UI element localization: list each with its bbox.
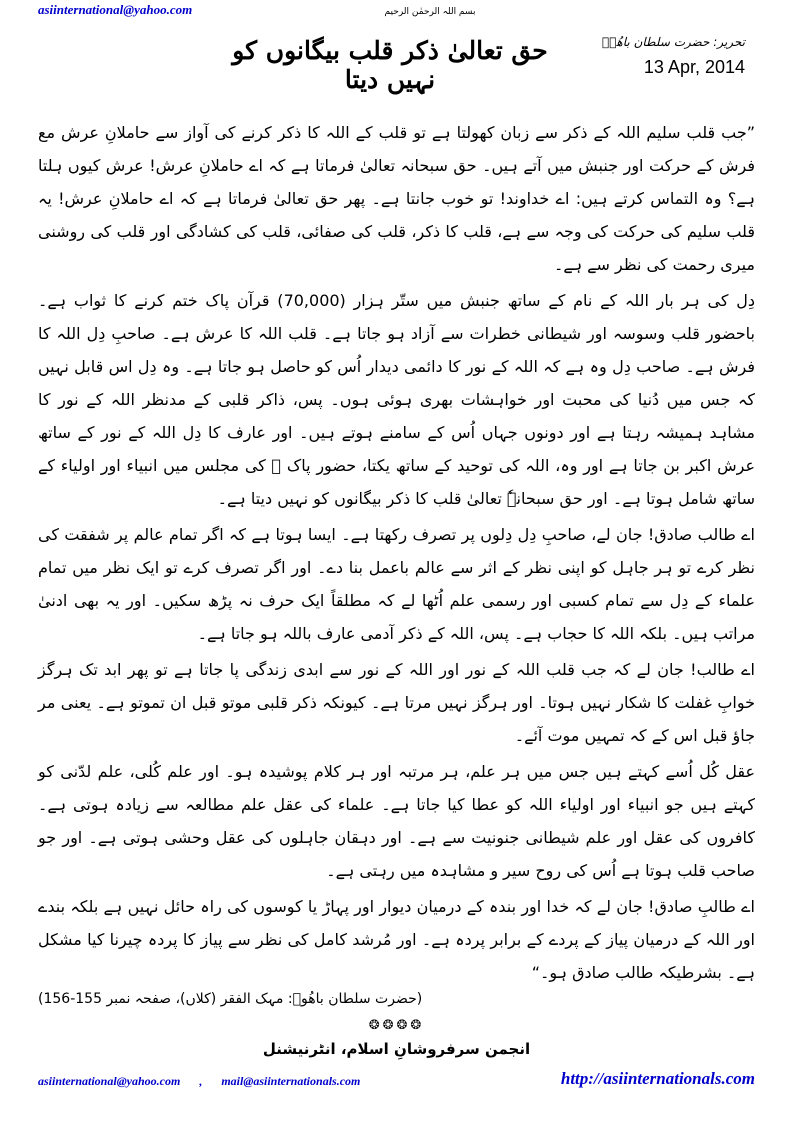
paragraph: اے طالب! جان لے کہ جب قلب اللہ کے نور اور اللہ کے نور سے ابدی زندگی پا جاتا ہے تو پھر ابد تک ہرگز خوابِ غفلت کا شکار نہیں ہوتا۔ اور ہرگز نہیں مرتا ہے۔ کیونکہ ذکر قلبی موتو قبل ان تموتو ہے۔ یعنی مر جاؤ قبل اس کے کہ تمہیں موت آئے۔ — [38, 660, 755, 745]
paragraph: عقل کُل اُسے کہتے ہیں جس میں ہر علم، ہر مرتبہ اور ہر کلام پوشیدہ ہو۔ اور علم کُلی، علم لدّنی کو کہتے ہیں جو انبیاء اور اولیاء اللہ کو عطا کیا جاتا ہے۔ علماء کی عقل علم مطالعہ سے زیادہ ہوتی ہے۔ کافروں کی عقل اور علم شیطانی جنونیت سے ہے۔ اور دہقان جاہلوں کی عقل وحشی ہوتی ہے۔ اور جو صاحب قلب ہوتا ہے اُس کی روح سیر و مشاہدہ میں رہتی ہے۔ — [38, 762, 755, 880]
ornament-divider-icon: ❂❂❂❂ — [368, 1018, 425, 1033]
article-body — [38, 116, 755, 992]
paragraph: دِل کی ہر بار اللہ کے نام کے ساتھ جنبش میں ستّر ہزار (70,000) قرآن پاک ختم کرنے کا ثواب ہے۔ باحضور قلب وسوسہ اور شیطانی خطرات سے آزاد ہو جاتا ہے۔ قلب اللہ کا عرش ہے۔ صاحبِ دِل اللہ کا فرش ہے۔ صاحب دِل وہ ہے کہ اللہ کے نور کا دائمی دیدار اُس کو حاصل ہو جاتا ہے۔ وہ دِل اس قابل نہیں کہ جس میں دُنیا کی محبت اور خواہشات بھری ہوئی ہوں۔ پس، ذاکر قلبی کے مدنظر اللہ کے نور کا مشاہد ہمیشہ رہتا ہے اور دونوں جہاں اُس کے سامنے ہوتے ہیں۔ اور عارف کا دِل اللہ کے نور کے ساتھ عرش اکبر بن جاتا ہے اور وہ، اللہ کی توحید کے ساتھ یکتا، حضور پاک ﷺ کی مجلس میں انبیاء اور اولیاء کے ساتھ شامل ہوتا ہے۔ اور حق سبحانہٗ تعالیٰ قلب کا ذکر بیگانوں کو نہیں دیتا ہے۔ — [38, 291, 755, 508]
page-title: حق تعالیٰ ذکر قلب بیگانوں کو نہیں دیتا — [232, 36, 548, 94]
publish-date: 13 Apr, 2014 — [643, 57, 745, 77]
paragraph: اے طالب صادق! جان لے، صاحبِ دِل دِلوں پر تصرف رکھتا ہے۔ ایسا ہوتا ہے کہ اگر تمام عالم پر شفقت کی نظر کرے تو ہر جاہل کو اپنی نظر کے اثر سے عالم باعمل بنا دے۔ اور اگر تصرف کرے تو ایک نظر میں تمام علماء کے دِل سے تمام کسبی اور رسمی علم اُٹھا لے کہ مطلقاً ایک حرف نہ پڑھ سکیں۔ اور یہ بھی ادنیٰ مراتب ہیں۔ بلکہ اللہ کا حجاب ہے۔ پس، اللہ کے ذکر آدمی عارف باللہ ہو جاتا ہے۔ — [38, 525, 755, 643]
footer-emails — [38, 1074, 360, 1089]
organization-name: انجمن سرفروشانِ اسلام، انٹرنیشنل — [262, 1040, 531, 1058]
bismillah: بسم اللہ الرحمٰن الرحیم — [384, 7, 476, 17]
footer-email-link-1[interactable]: asiinternational@yahoo.com — [38, 1074, 181, 1088]
paragraph: اے طالبِ صادق! جان لے کہ خدا اور بندہ کے درمیان دیوار اور پہاڑ یا کوسوں کی راہ حائل نہیں ہے بلکہ بندے اور اللہ کے درمیان پیاز کے پردے کے برابر پردہ ہے۔ اور مُرشد کامل کی نظر سے پیاز کا پردہ چیرنا کیا مشکل ہے۔ بشرطیکہ طالب صادق ہو۔“ — [38, 897, 755, 982]
header-email-link[interactable]: asiinternational@yahoo.com — [38, 2, 193, 17]
website-link[interactable]: http://asiinternationals.com — [560, 1069, 755, 1088]
email-separator: , — [199, 1074, 203, 1088]
source-reference: (حضرت سلطان باھُوؒ: مہک الفقر (کلاں)، صفحہ نمبر 155-156) — [38, 991, 423, 1007]
footer-email-link-2[interactable]: mail@asiinternationals.com — [221, 1074, 361, 1088]
paragraph: ”جب قلب سلیم اللہ کے ذکر سے زبان کھولتا ہے تو قلب کے اللہ کا ذکر کرنے کی آواز سے حاملانِ عرش مع فرش کے حرکت اور جنبش میں آتے ہیں۔ حق سبحانہ تعالیٰ فرماتا ہے کہ اے حاملانِ عرش! عرش کیوں ہلتا ہے؟ وہ التماس کرتے ہیں: اے خداوند! تو خوب جانتا ہے۔ پھر حق تعالیٰ فرماتا ہے کہ اے حاملانِ عرش! یہ قلب سلیم کی حرکت کی وجہ سے ہے، قلب کا ذکر، قلب کی صفائی، قلب کی کشادگی اور قلب کی روشنی میری رحمت کی نظر سے ہے۔ — [38, 123, 755, 274]
author-byline: تحریر: حضرت سلطان باھُوؒ — [602, 35, 745, 49]
